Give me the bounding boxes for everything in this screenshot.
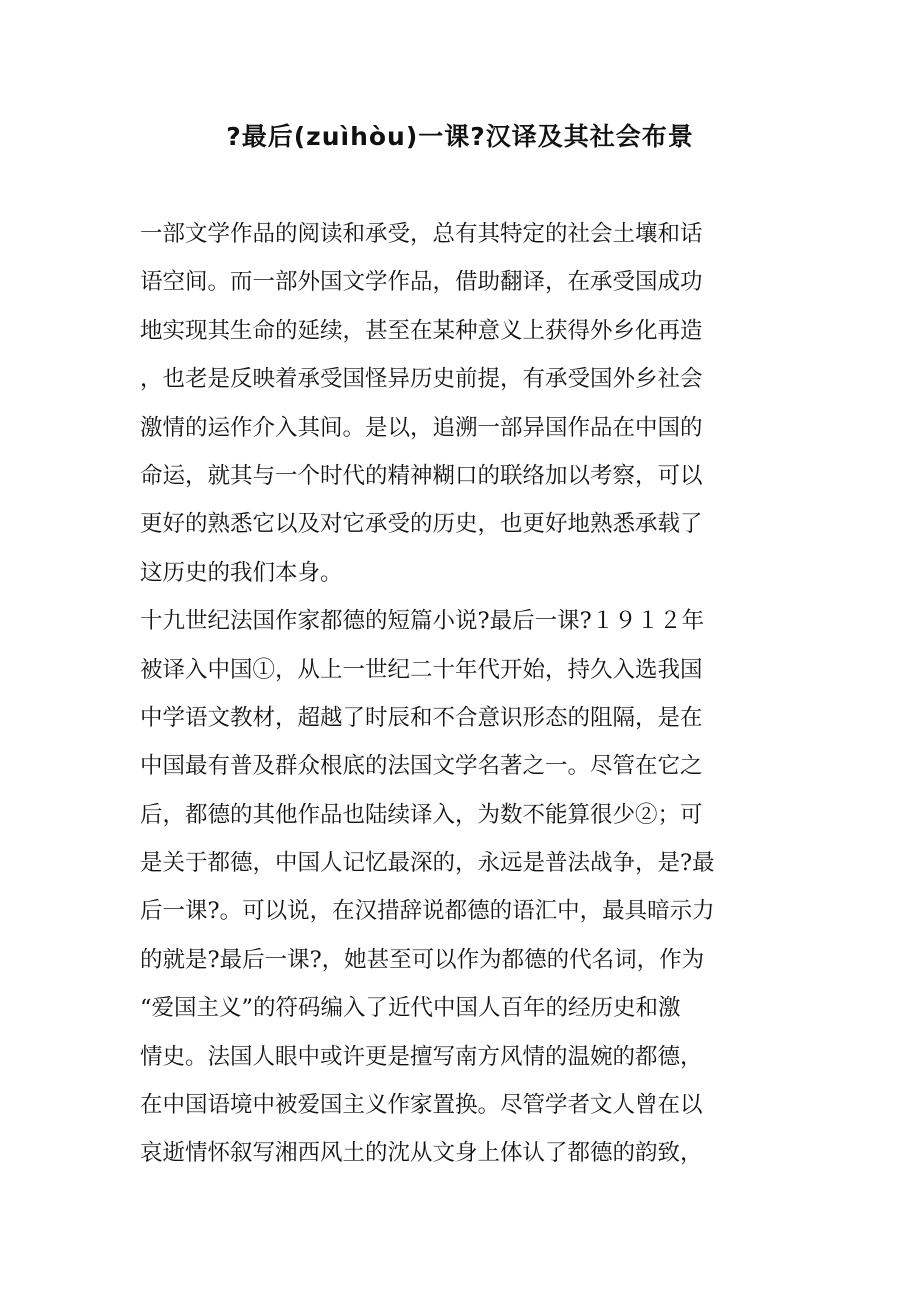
text-line: 这历史的我们本身。	[140, 559, 343, 586]
text-line: 激情的运作介入其间。是以，追溯一部异国作品在中国的	[140, 414, 703, 441]
text-line: 十九世纪法国作家都德的短篇小说?最后一课?１９１２年	[140, 608, 705, 635]
document-title: ?最后(zuìhòu)一课?汉译及其社会布景	[226, 122, 694, 151]
text-line: 更好的熟悉它以及对它承受的历史，也更好地熟悉承载了	[140, 511, 703, 538]
text-line: 地实现其生命的延续，甚至在某种意义上获得外乡化再造	[140, 317, 703, 344]
text-line: 哀逝情怀叙写湘西风土的沈从文身上体认了都德的韵致，	[140, 1140, 703, 1167]
text-line: 在中国语境中被爱国主义作家置换。尽管学者文人曾在以	[140, 1092, 703, 1119]
text-line: 语空间。而一部外国文学作品，借助翻译，在承受国成功	[140, 269, 703, 296]
text-line: 中国最有普及群众根底的法国文学名著之一。尽管在它之	[140, 753, 703, 780]
text-line: “爱国主义”的符码编入了近代中国人百年的经历史和激	[140, 995, 681, 1022]
text-line: 的就是?最后一课?，她甚至可以作为都德的代名词，作为	[140, 946, 705, 973]
text-line: 情史。法国人眼中或许更是擅写南方风情的温婉的都德，	[140, 1043, 703, 1070]
text-line: 被译入中国①，从上一世纪二十年代开始，持久入选我国	[140, 656, 703, 683]
text-line: 是关于都德，中国人记忆最深的，永远是普法战争，是?最	[140, 850, 715, 877]
text-line: 中学语文教材，超越了时辰和不合意识形态的阻隔，是在	[140, 704, 703, 731]
text-line: ，也老是反映着承受国怪异历史前提，有承受国外乡社会	[140, 366, 703, 393]
text-line: 命运，就其与一个时代的精神糊口的联络加以考察，可以	[140, 462, 703, 489]
text-line: 后一课?。可以说，在汉措辞说都德的语汇中，最具暗示力	[140, 898, 715, 925]
text-line: 一部文学作品的阅读和承受，总有其特定的社会土壤和话	[140, 221, 703, 247]
document-body	[140, 210, 780, 1178]
text-line: 后，都德的其他作品也陆续译入，为数不能算很少②；可	[140, 801, 703, 828]
